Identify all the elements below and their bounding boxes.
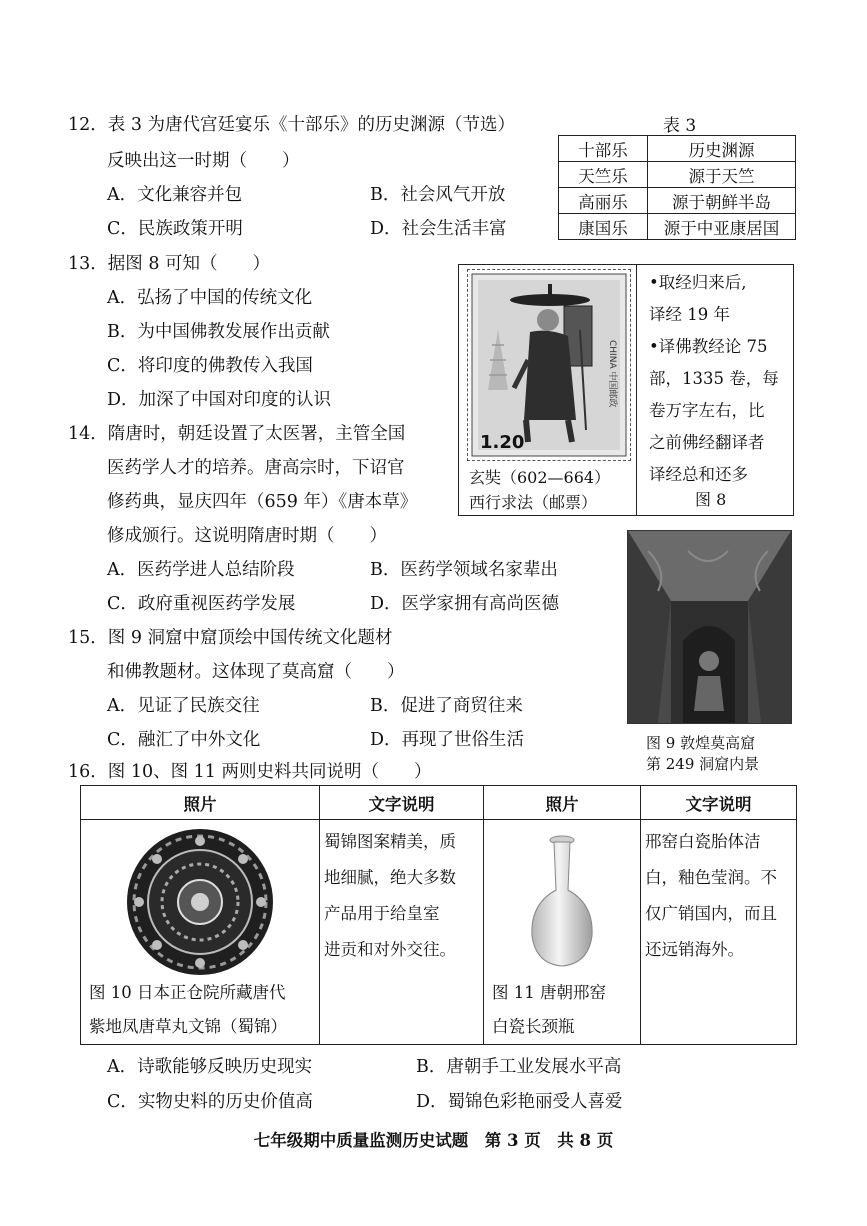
- q14-option-b[interactable]: B．医药学领域名家辈出: [370, 560, 558, 580]
- q15-option-d[interactable]: D．再现了世俗生活: [370, 730, 525, 750]
- fig10-caption-line1: 图 10 日本正仓院所藏唐代: [89, 983, 286, 1002]
- text10-line: 地细腻，绝大多数: [324, 868, 456, 887]
- text11-line: 还远销海外。: [645, 940, 744, 959]
- table3: [558, 135, 796, 240]
- q16-option-a[interactable]: A．诗歌能够反映历史现实: [107, 1057, 313, 1077]
- table-cell: 康国乐: [559, 214, 648, 240]
- text10-line: 进贡和对外交往。: [324, 940, 456, 959]
- table-row: [81, 820, 797, 1045]
- figure-8: [458, 264, 794, 516]
- fig9-caption-line2: 第 249 洞窟内景: [646, 755, 760, 773]
- q15-option-a[interactable]: A．见证了民族交往: [107, 696, 260, 716]
- q13-stem: 13．据图 8 可知（ ）: [68, 254, 271, 274]
- q12-option-a[interactable]: A．文化兼容并包: [107, 185, 243, 205]
- q13-option-a[interactable]: A．弘扬了中国的传统文化: [107, 288, 313, 308]
- page-footer: 七年级期中质量监测历史试题 第 3 页 共 8 页: [253, 1131, 614, 1150]
- table-row: [81, 786, 797, 820]
- table-header-cell: 十部乐: [559, 136, 648, 162]
- text10-block: [320, 820, 483, 972]
- fig8-text-line: 部，1335 卷，每: [649, 369, 779, 388]
- q16-option-c[interactable]: C．实物史料的历史价值高: [107, 1092, 313, 1112]
- table-header-cell: 照片: [484, 786, 641, 820]
- q14-option-c[interactable]: C．政府重视医药学发展: [107, 594, 296, 614]
- fig11-caption-line1: 图 11 唐朝邢窑: [492, 983, 606, 1002]
- fig8-caption-line1: 玄奘（602—664）: [469, 468, 611, 487]
- fig10-cell: [81, 820, 320, 1045]
- text11-line: 仅广销国内，而且: [645, 904, 777, 923]
- xuanzang-stamp-image: [467, 269, 631, 461]
- q13-option-d[interactable]: D．加深了中国对印度的认识: [107, 390, 332, 410]
- q14-stem-line3: 修药典，显庆四年（659 年）《唐本草》: [107, 492, 418, 512]
- q14-option-a[interactable]: A．医药学进人总结阶段: [107, 560, 295, 580]
- stamp-country-text: CHINA 中国邮政: [607, 340, 617, 408]
- q12-option-d[interactable]: D．社会生活丰富: [370, 219, 507, 239]
- table-header-cell: 历史渊源: [648, 136, 796, 162]
- q16-table: [80, 785, 797, 1045]
- q13-option-c[interactable]: C．将印度的佛教传入我国: [107, 356, 313, 376]
- table-row: [559, 214, 796, 240]
- table-row: [559, 162, 796, 188]
- q12-stem-line1: 12．表 3 为唐代宫廷宴乐《十部乐》的历史渊源（节选）: [68, 115, 516, 135]
- fig8-text-block: [649, 267, 789, 491]
- fig8-divider: [636, 265, 637, 515]
- q14-option-d[interactable]: D．医学家拥有高尚医德: [370, 594, 560, 614]
- q12-stem-line2: 反映出这一时期（ ）: [107, 151, 300, 171]
- table-cell: 高丽乐: [559, 188, 648, 214]
- text11-line: 邢窑白瓷胎体洁: [645, 832, 761, 851]
- q12-option-c[interactable]: C．民族政策开明: [107, 219, 243, 239]
- table-cell: 源于朝鲜半岛: [648, 188, 796, 214]
- fig8-text-line: 卷万字左右，比: [649, 401, 765, 420]
- q15-stem-line2: 和佛教题材。这体现了莫高窟（ ）: [107, 662, 405, 682]
- mogao-cave-photo: [627, 530, 792, 724]
- table-header-cell: 文字说明: [320, 786, 484, 820]
- fig8-text-line: •取经归来后,: [649, 273, 747, 292]
- fig11-caption-line2: 白瓷长颈瓶: [492, 1017, 575, 1036]
- text10-line: 蜀锦图案精美，质: [324, 832, 456, 851]
- q14-stem-line2: 医药学人才的培养。唐高宗时，下诏官: [107, 458, 405, 478]
- shu-brocade-image: [125, 827, 275, 977]
- q15-option-b[interactable]: B．促进了商贸往来: [370, 696, 523, 716]
- table-header-cell: 文字说明: [641, 786, 797, 820]
- table-row: [559, 188, 796, 214]
- q14-stem-line1: 14．隋唐时，朝廷设置了太医署，主管全国: [68, 424, 406, 444]
- xing-kiln-vase-image: [522, 832, 602, 972]
- q15-option-c[interactable]: C．融汇了中外文化: [107, 730, 261, 750]
- q14-stem-line4: 修成颁行。这说明隋唐时期（ ）: [107, 526, 387, 546]
- table3-caption: 表 3: [663, 116, 697, 136]
- text11-block: [641, 820, 796, 972]
- q16-stem: 16．图 10、图 11 两则史料共同说明（ ）: [68, 762, 432, 782]
- q13-option-b[interactable]: B．为中国佛教发展作出贡献: [107, 322, 330, 342]
- table-row: [559, 136, 796, 162]
- fig8-caption-line2: 西行求法（邮票）: [469, 493, 598, 512]
- table-header-cell: 照片: [81, 786, 320, 820]
- text10-line: 产品用于给皇室: [324, 904, 440, 923]
- fig11-cell: [484, 820, 641, 1045]
- table-cell: 源于中亚康居国: [648, 214, 796, 240]
- stamp-price-text: 1.20: [480, 432, 525, 453]
- fig8-text-line: 译经总和还多: [649, 465, 748, 484]
- q15-stem-line1: 15．图 9 洞窟中窟顶绘中国传统文化题材: [68, 628, 393, 648]
- q16-option-d[interactable]: D．蜀锦色彩艳丽受人喜爱: [416, 1092, 623, 1112]
- text11-line: 白，釉色莹润。不: [645, 868, 777, 887]
- table-cell: 源于天竺: [648, 162, 796, 188]
- text10-cell: [320, 820, 484, 1045]
- q12-option-b[interactable]: B．社会风气开放: [370, 185, 506, 205]
- fig10-caption-line2: 紫地凤唐草丸文锦（蜀锦）: [89, 1017, 287, 1036]
- fig8-text-line: 之前佛经翻译者: [649, 433, 765, 452]
- table-cell: 天竺乐: [559, 162, 648, 188]
- fig9-caption-line1: 图 9 敦煌莫高窟: [646, 734, 756, 752]
- fig8-text-line: •译佛教经论 75: [649, 337, 768, 356]
- fig8-text-line: 译经 19 年: [649, 305, 730, 324]
- q16-option-b[interactable]: B．唐朝手工业发展水平高: [416, 1057, 622, 1077]
- fig8-label: 图 8: [695, 490, 727, 509]
- text11-cell: [641, 820, 797, 1045]
